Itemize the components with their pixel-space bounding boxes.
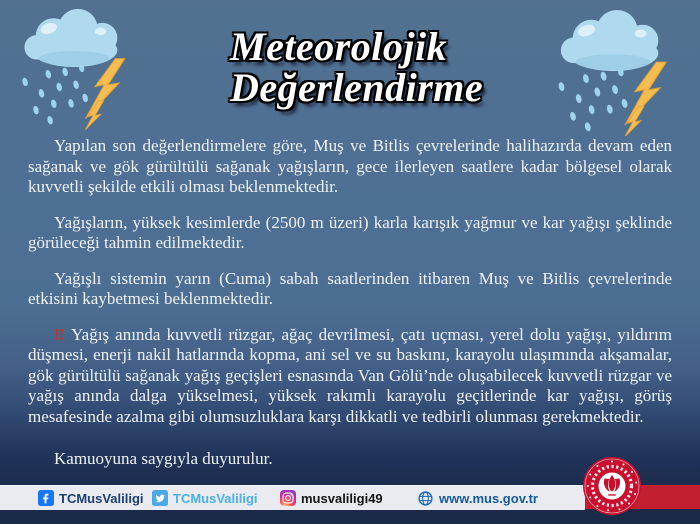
footer-bar [0,485,585,510]
page-title-line1: Meteorolojik [230,24,448,69]
warning-paragraph [28,325,672,428]
lightning-bolts [624,62,666,136]
paragraph-snow-elevation: Yağışların, yüksek kesimlerde (2500 m üzeri) karla karışık yağmur ve kar yağışı şeklinde görüleceği tahmin edilmektedir. [28,212,672,252]
twitter-link[interactable] [152,486,258,510]
facebook-icon [38,490,54,506]
instagram-handle: musvaliligi49 [301,490,383,506]
instagram-link[interactable] [280,486,383,510]
storm-cloud-rain-lightning-icon [552,6,680,136]
warning-exclamation-icon: ‼ [54,324,67,344]
paragraph-current-situation: Yapılan son değerlendirmelere göre, Muş ve Bitlis çevrelerinde halihazırda devam eden sağanak ve gök gürültülü sağanak yağışların, gece ilerleyen saatlere kadar bölgesel olarak kuvvetli şekilde etkili olması beklenmektedir. [28,136,672,196]
instagram-icon [280,490,296,506]
twitter-handle: TCMusValiligi [173,490,258,506]
mus-governorship-seal [582,456,642,516]
rain-drops [21,61,96,128]
globe-icon [417,490,434,507]
lightning-bolts [85,59,125,130]
paragraph-system-ending: Yağışlı sistemin yarın (Cuma) sabah saatlerinden itibaren Muş ve Bitlis çevrelerinde etkisini kaybetmesi beklenmektedir. [28,268,672,308]
closing-statement: Kamuoyuna saygıyla duyurulur. [54,449,273,468]
warning-text: Yağış anında kuvvetli rüzgar, ağaç devrilmesi, çatı uçması, yerel dolu yağışı, yıldırım düşmesi, enerji nakil hatlarında kopma, ani sel ve su baskını, karayolu ulaşımında akşamalar, gök gürültülü sağanak yağış geçişleri esnasında Van Gölü’nde oluşabilecek kuvvetli rüzgar ve yağış anında dalga yükselmesi, yüksek rakımlı karayolu geçitlerinde kar yağışı, görüş mesafesinde azalma gibi olumsuzluklara karşı dikkatli ve tedbirli olunması gerekmektedir. [28,324,672,426]
website-url: www.mus.gov.tr [439,490,538,506]
bulletin-body [28,136,672,487]
storm-cloud-rain-lightning-icon [16,4,138,130]
twitter-icon [152,490,168,506]
cloud-body [24,9,117,67]
page-title-line2: Değerlendirme [230,65,484,110]
cloud-body [561,10,658,71]
facebook-handle: TCMusValiligi [59,490,144,506]
facebook-link[interactable] [38,486,144,510]
website-link[interactable] [417,486,538,510]
page-title [230,26,510,108]
